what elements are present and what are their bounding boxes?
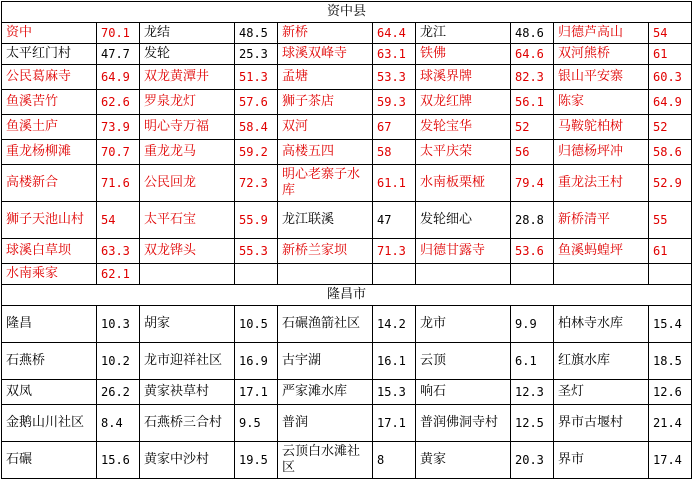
rainfall-value-cell: 15.6	[97, 442, 140, 479]
station-name-cell: 云顶	[416, 343, 511, 380]
rainfall-value-cell: 56.1	[511, 90, 554, 115]
station-name-cell: 柏林寺水库	[554, 306, 649, 343]
station-name-cell: 公民回龙	[140, 165, 235, 202]
rainfall-value-cell: 64.9	[97, 65, 140, 90]
station-name-cell: 双河熊桥	[554, 44, 649, 65]
rainfall-value-cell: 55.3	[235, 239, 278, 264]
station-name-cell: 圣灯	[554, 380, 649, 405]
station-name-cell: 金鹅山川社区	[2, 405, 97, 442]
station-name-cell: 红旗水库	[554, 343, 649, 380]
section-title: 资中县	[2, 2, 692, 23]
station-name-cell: 水南乘家	[2, 264, 97, 285]
rainfall-value-cell: 10.2	[97, 343, 140, 380]
station-name-cell: 重龙法王村	[554, 165, 649, 202]
station-name-cell: 公民葛麻寺	[2, 65, 97, 90]
station-name-cell: 太平石宝	[140, 202, 235, 239]
rainfall-value-cell: 61	[649, 44, 692, 65]
station-name-cell: 响石	[416, 380, 511, 405]
station-name-cell: 龙江联溪	[278, 202, 373, 239]
rainfall-value-cell: 52	[649, 115, 692, 140]
rainfall-value-cell: 60.3	[649, 65, 692, 90]
station-name-cell: 双龙铧头	[140, 239, 235, 264]
rainfall-value-cell: 58.6	[649, 140, 692, 165]
rainfall-value-cell: 10.5	[235, 306, 278, 343]
rainfall-value-cell: 79.4	[511, 165, 554, 202]
rainfall-value-cell: 54	[649, 23, 692, 44]
rainfall-value-cell: 48.5	[235, 23, 278, 44]
rainfall-value-cell: 17.4	[649, 442, 692, 479]
rainfall-value-cell: 9.5	[235, 405, 278, 442]
rainfall-value-cell: 52	[511, 115, 554, 140]
station-name-cell: 界市	[554, 442, 649, 479]
station-name-cell: 龙市迎祥社区	[140, 343, 235, 380]
rainfall-value-cell: 64.4	[373, 23, 416, 44]
rainfall-value-cell: 55.9	[235, 202, 278, 239]
rainfall-value-cell: 61.1	[373, 165, 416, 202]
rainfall-value-cell: 10.3	[97, 306, 140, 343]
rainfall-value-cell: 28.8	[511, 202, 554, 239]
rainfall-value-cell: 20.3	[511, 442, 554, 479]
rainfall-value-cell: 12.3	[511, 380, 554, 405]
rainfall-value-cell: 8.4	[97, 405, 140, 442]
rainfall-value-cell: 55	[649, 202, 692, 239]
station-name-cell: 球溪双峰寺	[278, 44, 373, 65]
station-name-cell: 石碾渔箭社区	[278, 306, 373, 343]
rainfall-value-cell: 16.9	[235, 343, 278, 380]
section-header-row	[2, 285, 692, 306]
table-row	[2, 115, 692, 140]
rainfall-value-cell: 63.3	[97, 239, 140, 264]
station-name-cell: 新桥	[278, 23, 373, 44]
station-name-cell: 发轮宝华	[416, 115, 511, 140]
station-name-cell: 新桥兰家坝	[278, 239, 373, 264]
section-header-row	[2, 2, 692, 23]
station-name-cell: 陈家	[554, 90, 649, 115]
station-name-cell: 龙结	[140, 23, 235, 44]
station-name-cell: 龙市	[416, 306, 511, 343]
rainfall-value-cell: 53.3	[373, 65, 416, 90]
station-name-cell: 资中	[2, 23, 97, 44]
table-row	[2, 380, 692, 405]
station-name-cell: 鱼溪蚂蝗坪	[554, 239, 649, 264]
rainfall-value-cell	[511, 264, 554, 285]
station-name-cell: 普润	[278, 405, 373, 442]
rainfall-value-cell: 62.6	[97, 90, 140, 115]
station-name-cell: 云顶白水滩社区	[278, 442, 373, 479]
table-row	[2, 202, 692, 239]
rainfall-value-cell: 70.7	[97, 140, 140, 165]
station-name-cell: 普润佛洞寺村	[416, 405, 511, 442]
station-name-cell: 鱼溪苦竹	[2, 90, 97, 115]
station-name-cell: 明心老寨子水库	[278, 165, 373, 202]
rainfall-value-cell: 16.1	[373, 343, 416, 380]
station-name-cell: 古宇湖	[278, 343, 373, 380]
rainfall-value-cell: 71.3	[373, 239, 416, 264]
rainfall-value-cell: 21.4	[649, 405, 692, 442]
station-name-cell: 发轮	[140, 44, 235, 65]
rainfall-value-cell: 47.7	[97, 44, 140, 65]
table-row	[2, 44, 692, 65]
station-name-cell	[416, 264, 511, 285]
table-row	[2, 65, 692, 90]
rainfall-value-cell: 6.1	[511, 343, 554, 380]
rainfall-value-cell: 52.9	[649, 165, 692, 202]
station-name-cell: 球溪白草坝	[2, 239, 97, 264]
station-name-cell: 重龙杨柳滩	[2, 140, 97, 165]
table-row	[2, 343, 692, 380]
station-name-cell: 高楼新合	[2, 165, 97, 202]
table-row	[2, 165, 692, 202]
station-name-cell: 归德杨坪冲	[554, 140, 649, 165]
station-name-cell: 银山平安寨	[554, 65, 649, 90]
station-name-cell: 严家滩水库	[278, 380, 373, 405]
station-name-cell: 界市古堰村	[554, 405, 649, 442]
station-name-cell: 归德甘露寺	[416, 239, 511, 264]
station-name-cell: 狮子天池山村	[2, 202, 97, 239]
station-name-cell: 归德芦高山	[554, 23, 649, 44]
table-row	[2, 140, 692, 165]
rainfall-value-cell: 26.2	[97, 380, 140, 405]
station-name-cell: 发轮细心	[416, 202, 511, 239]
rainfall-value-cell: 8	[373, 442, 416, 479]
station-name-cell: 马鞍鸵柏树	[554, 115, 649, 140]
rainfall-value-cell: 53.6	[511, 239, 554, 264]
station-name-cell: 新桥清平	[554, 202, 649, 239]
station-name-cell: 水南板栗桠	[416, 165, 511, 202]
rainfall-value-cell: 57.6	[235, 90, 278, 115]
station-name-cell: 双凤	[2, 380, 97, 405]
rainfall-value-cell: 58.4	[235, 115, 278, 140]
rainfall-value-cell: 19.5	[235, 442, 278, 479]
rainfall-value-cell: 59.3	[373, 90, 416, 115]
station-name-cell: 明心寺万福	[140, 115, 235, 140]
station-name-cell: 隆昌	[2, 306, 97, 343]
station-name-cell: 石燕桥三合村	[140, 405, 235, 442]
rainfall-value-cell: 59.2	[235, 140, 278, 165]
station-name-cell: 太平红门村	[2, 44, 97, 65]
station-name-cell: 罗泉龙灯	[140, 90, 235, 115]
table-row	[2, 442, 692, 479]
station-name-cell: 鱼溪土庐	[2, 115, 97, 140]
rainfall-value-cell: 15.4	[649, 306, 692, 343]
rainfall-value-cell: 64.9	[649, 90, 692, 115]
rainfall-value-cell: 14.2	[373, 306, 416, 343]
station-name-cell	[140, 264, 235, 285]
table-row	[2, 405, 692, 442]
table-row	[2, 23, 692, 44]
table-row	[2, 90, 692, 115]
station-name-cell	[278, 264, 373, 285]
station-name-cell: 双龙黄潭井	[140, 65, 235, 90]
rainfall-value-cell: 61	[649, 239, 692, 264]
rainfall-value-cell: 56	[511, 140, 554, 165]
section-title: 隆昌市	[2, 285, 692, 306]
rainfall-value-cell: 62.1	[97, 264, 140, 285]
station-name-cell: 太平庆荣	[416, 140, 511, 165]
rainfall-value-cell: 17.1	[373, 405, 416, 442]
station-name-cell: 黄家	[416, 442, 511, 479]
rainfall-value-cell: 67	[373, 115, 416, 140]
station-name-cell: 黄家袂草村	[140, 380, 235, 405]
rainfall-value-cell: 9.9	[511, 306, 554, 343]
station-name-cell: 石碾	[2, 442, 97, 479]
station-name-cell: 狮子茶店	[278, 90, 373, 115]
rainfall-value-cell	[373, 264, 416, 285]
station-name-cell: 龙江	[416, 23, 511, 44]
rainfall-value-cell: 73.9	[97, 115, 140, 140]
station-name-cell: 高楼五四	[278, 140, 373, 165]
station-name-cell: 重龙龙马	[140, 140, 235, 165]
station-name-cell: 球溪界牌	[416, 65, 511, 90]
rainfall-table	[1, 1, 692, 479]
table-row	[2, 239, 692, 264]
station-name-cell: 铁佛	[416, 44, 511, 65]
rainfall-value-cell: 48.6	[511, 23, 554, 44]
station-name-cell: 黄家中沙村	[140, 442, 235, 479]
station-name-cell: 双龙红牌	[416, 90, 511, 115]
rainfall-value-cell: 12.6	[649, 380, 692, 405]
table-body	[2, 2, 692, 479]
rainfall-value-cell: 71.6	[97, 165, 140, 202]
station-name-cell: 孟塘	[278, 65, 373, 90]
rainfall-value-cell: 58	[373, 140, 416, 165]
rainfall-value-cell: 25.3	[235, 44, 278, 65]
rainfall-value-cell	[235, 264, 278, 285]
station-name-cell: 双河	[278, 115, 373, 140]
rainfall-value-cell: 63.1	[373, 44, 416, 65]
rainfall-value-cell: 15.3	[373, 380, 416, 405]
rainfall-value-cell: 70.1	[97, 23, 140, 44]
rainfall-value-cell: 17.1	[235, 380, 278, 405]
rainfall-value-cell: 51.3	[235, 65, 278, 90]
rainfall-value-cell: 72.3	[235, 165, 278, 202]
rainfall-value-cell: 12.5	[511, 405, 554, 442]
table-row	[2, 264, 692, 285]
station-name-cell: 胡家	[140, 306, 235, 343]
rainfall-value-cell: 64.6	[511, 44, 554, 65]
rainfall-value-cell: 47	[373, 202, 416, 239]
rainfall-value-cell	[649, 264, 692, 285]
rainfall-value-cell: 18.5	[649, 343, 692, 380]
station-name-cell	[554, 264, 649, 285]
rainfall-value-cell: 82.3	[511, 65, 554, 90]
table-row	[2, 306, 692, 343]
rainfall-value-cell: 54	[97, 202, 140, 239]
station-name-cell: 石燕桥	[2, 343, 97, 380]
